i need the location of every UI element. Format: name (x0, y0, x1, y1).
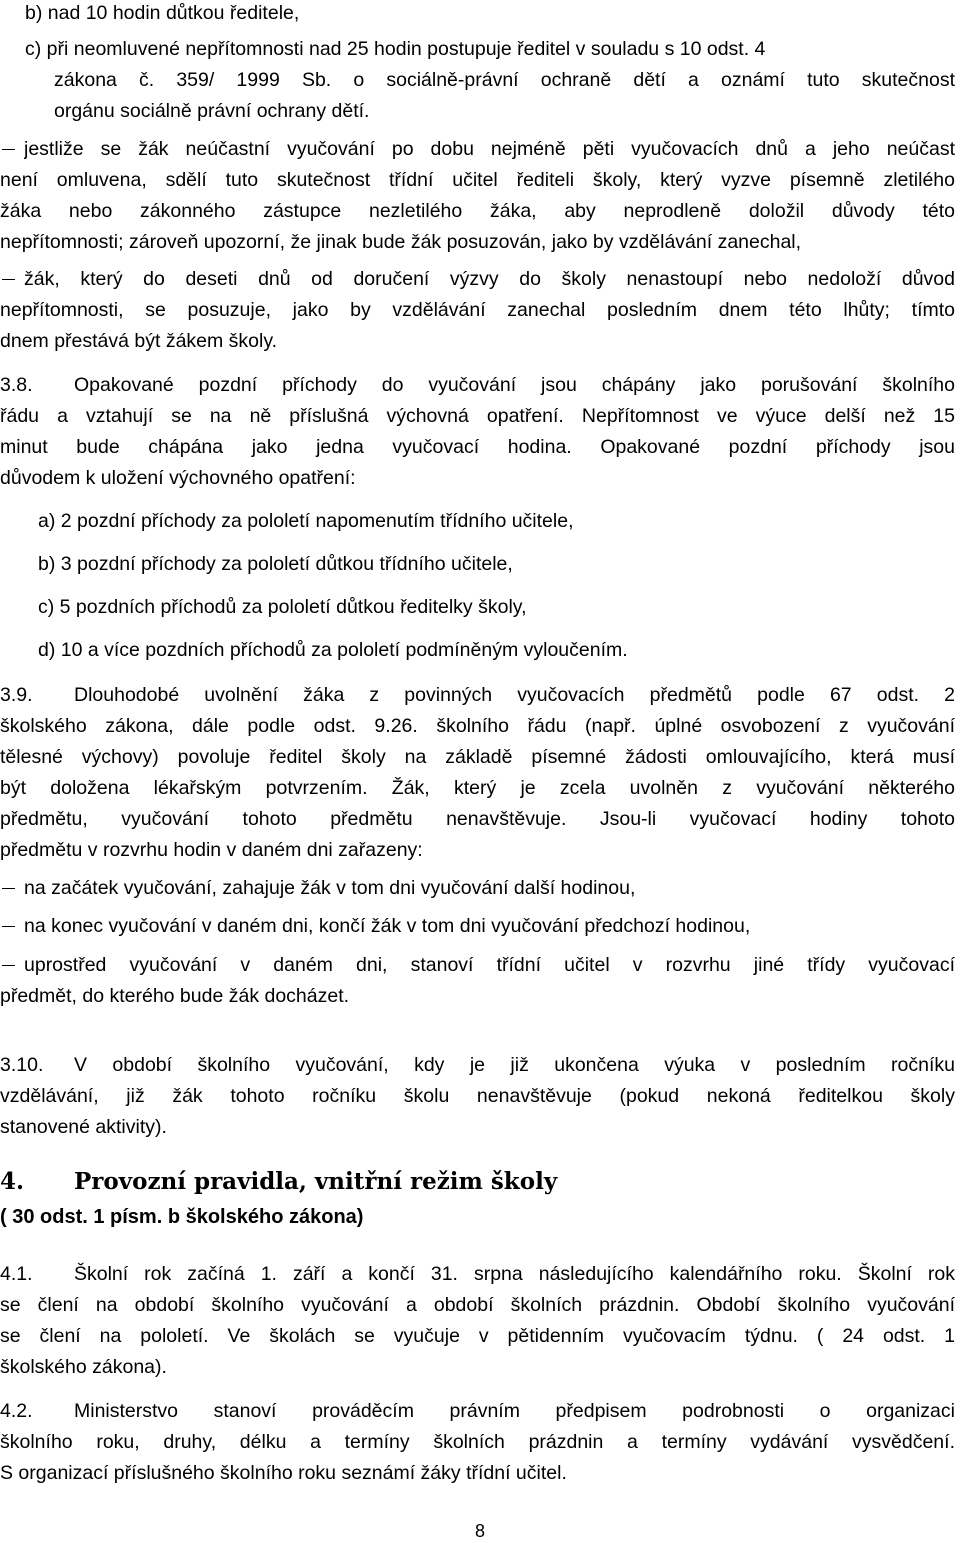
s39-bullet3-line1: uprostřed vyučování v daném dni, stanoví třídní učitel v rozvrhu jiné třídy vyučovací (24, 954, 955, 976)
dash-bullet-icon (2, 888, 15, 889)
s38-item-b: b) 3 pozdní příchody za pololetí důtkou třídního učitele, (38, 553, 513, 575)
section-number: 3.10. (0, 1054, 44, 1076)
dash1-line3: žáka nebo zákonného zástupce nezletilého žáka, aby neprodleně doložil důvody této (0, 200, 955, 222)
s310-line2: vzdělávání, již žák tohoto ročníku školu nenavštěvuje (pokud nekoná ředitelkou školy (0, 1085, 955, 1107)
heading-title: Provozní pravidla, vnitřní režim školy (74, 1168, 558, 1195)
dash2-line3: dnem přestává být žákem školy. (0, 330, 278, 352)
s41-line1: Školní rok začíná 1. září a končí 31. srpna následujícího kalendářního roku. Školní rok (74, 1263, 955, 1285)
s41-line4: školského zákona). (0, 1356, 167, 1378)
s310-line3: stanovené aktivity). (0, 1116, 167, 1138)
s39-line1: Dlouhodobé uvolnění žáka z povinných vyučovacích předmětů podle 67 odst. 2 (74, 684, 955, 706)
section-number: 3.9. (0, 684, 33, 706)
s39-line2: školského zákona, dále podle odst. 9.26. školního řádu (např. úplné osvobození z vyučování (0, 715, 955, 737)
list-item-c-line3: orgánu sociálně právní ochrany dětí. (54, 100, 370, 122)
s38-line3: minut bude chápána jako jedna vyučovací hodina. Opakované pozdní příchody jsou (0, 436, 955, 458)
list-item-c-line1: c) při neomluvené nepřítomnosti nad 25 hodin postupuje ředitel v souladu s 10 odst. 4 (25, 38, 766, 60)
s38-line2: řádu a vztahují se na ně příslušná výchovná opatření. Nepřítomnost ve výuce delší než 15 (0, 405, 955, 427)
s310-line1: V období školního vyučování, kdy je již ukončena výuka v posledním ročníku (74, 1054, 955, 1076)
heading-number: 4. (0, 1168, 25, 1195)
s38-line4: důvodem k uložení výchovného opatření: (0, 467, 356, 489)
s38-item-a: a) 2 pozdní příchody za pololetí napomenutím třídního učitele, (38, 510, 574, 532)
s38-item-c: c) 5 pozdních příchodů za pololetí důtkou ředitelky školy, (38, 596, 527, 618)
s42-line2: školního roku, druhy, délku a termíny školních prázdnin a termíny vydávání vysvědčení. (0, 1431, 955, 1453)
dash1-line2: není omluvena, sdělí tuto skutečnost třídní učitel řediteli školy, který vyzve písemně zletilého (0, 169, 955, 191)
s39-line6: předmětu v rozvrhu hodin v daném dni zařazeny: (0, 839, 423, 861)
dash-bullet-icon (2, 926, 15, 927)
s39-bullet2: na konec vyučování v daném dni, končí žák v tom dni vyučování předchozí hodinou, (24, 915, 751, 937)
s41-line2: se člení na období školního vyučování a období školních prázdnin. Období školního vyučování (0, 1294, 955, 1316)
dash2-line1: žák, který do deseti dnů od doručení výzvy do školy nenastoupí nebo nedoloží důvod (24, 268, 955, 290)
section-number: 4.1. (0, 1263, 33, 1285)
s38-line1: Opakované pozdní příchody do vyučování jsou chápány jako porušování školního (74, 374, 955, 396)
list-item-b: b) nad 10 hodin důtkou ředitele, (25, 2, 300, 24)
dash-bullet-icon (2, 965, 15, 966)
dash-bullet-icon (2, 149, 15, 150)
list-item-c-line2: zákona č. 359/ 1999 Sb. o sociálně-právní ochraně dětí a oznámí tuto skutečnost (54, 69, 955, 91)
dash2-line2: nepřítomnosti, se posuzuje, jako by vzdělávání zanechal posledním dnem této lhůty; tímto (0, 299, 955, 321)
heading-subtitle: ( 30 odst. 1 písm. b školského zákona) (0, 1206, 364, 1228)
dash1-line1: jestliže se žák neúčastní vyučování po dobu nejméně pěti vyučovacích dnů a jeho neúčast (24, 138, 955, 160)
section-number: 3.8. (0, 374, 33, 396)
dash-bullet-icon (2, 279, 15, 280)
s39-bullet1: na začátek vyučování, zahajuje žák v tom dni vyučování další hodinou, (24, 877, 636, 899)
section-number: 4.2. (0, 1400, 33, 1422)
s39-line4: být doložena lékařským potvrzením. Žák, který je zcela uvolněn z vyučování některého (0, 777, 955, 799)
s42-line3: S organizací příslušného školního roku seznámí žáky třídní učitel. (0, 1462, 567, 1484)
s39-bullet3-line2: předmět, do kterého bude žák docházet. (0, 985, 350, 1007)
s42-line1: Ministerstvo stanoví prováděcím právním předpisem podrobnosti o organizaci (74, 1400, 955, 1422)
s41-line3: se člení na pololetí. Ve školách se vyučuje v pětidenním vyučovacím týdnu. ( 24 odst. 1 (0, 1325, 955, 1347)
s39-line3: tělesné výchovy) povoluje ředitel školy na základě písemné žádosti omlouvajícího, která musí (0, 746, 955, 768)
s39-line5: předmětu, vyučování tohoto předmětu nenavštěvuje. Jsou-li vyučovací hodiny tohoto (0, 808, 955, 830)
s38-item-d: d) 10 a více pozdních příchodů za pololetí podmíněným vyloučením. (38, 639, 628, 661)
dash1-line4: nepřítomnosti; zároveň upozorní, že jinak bude žák posuzován, jako by vzdělávání zanechal, (0, 231, 802, 253)
page-number: 8 (474, 1521, 485, 1541)
